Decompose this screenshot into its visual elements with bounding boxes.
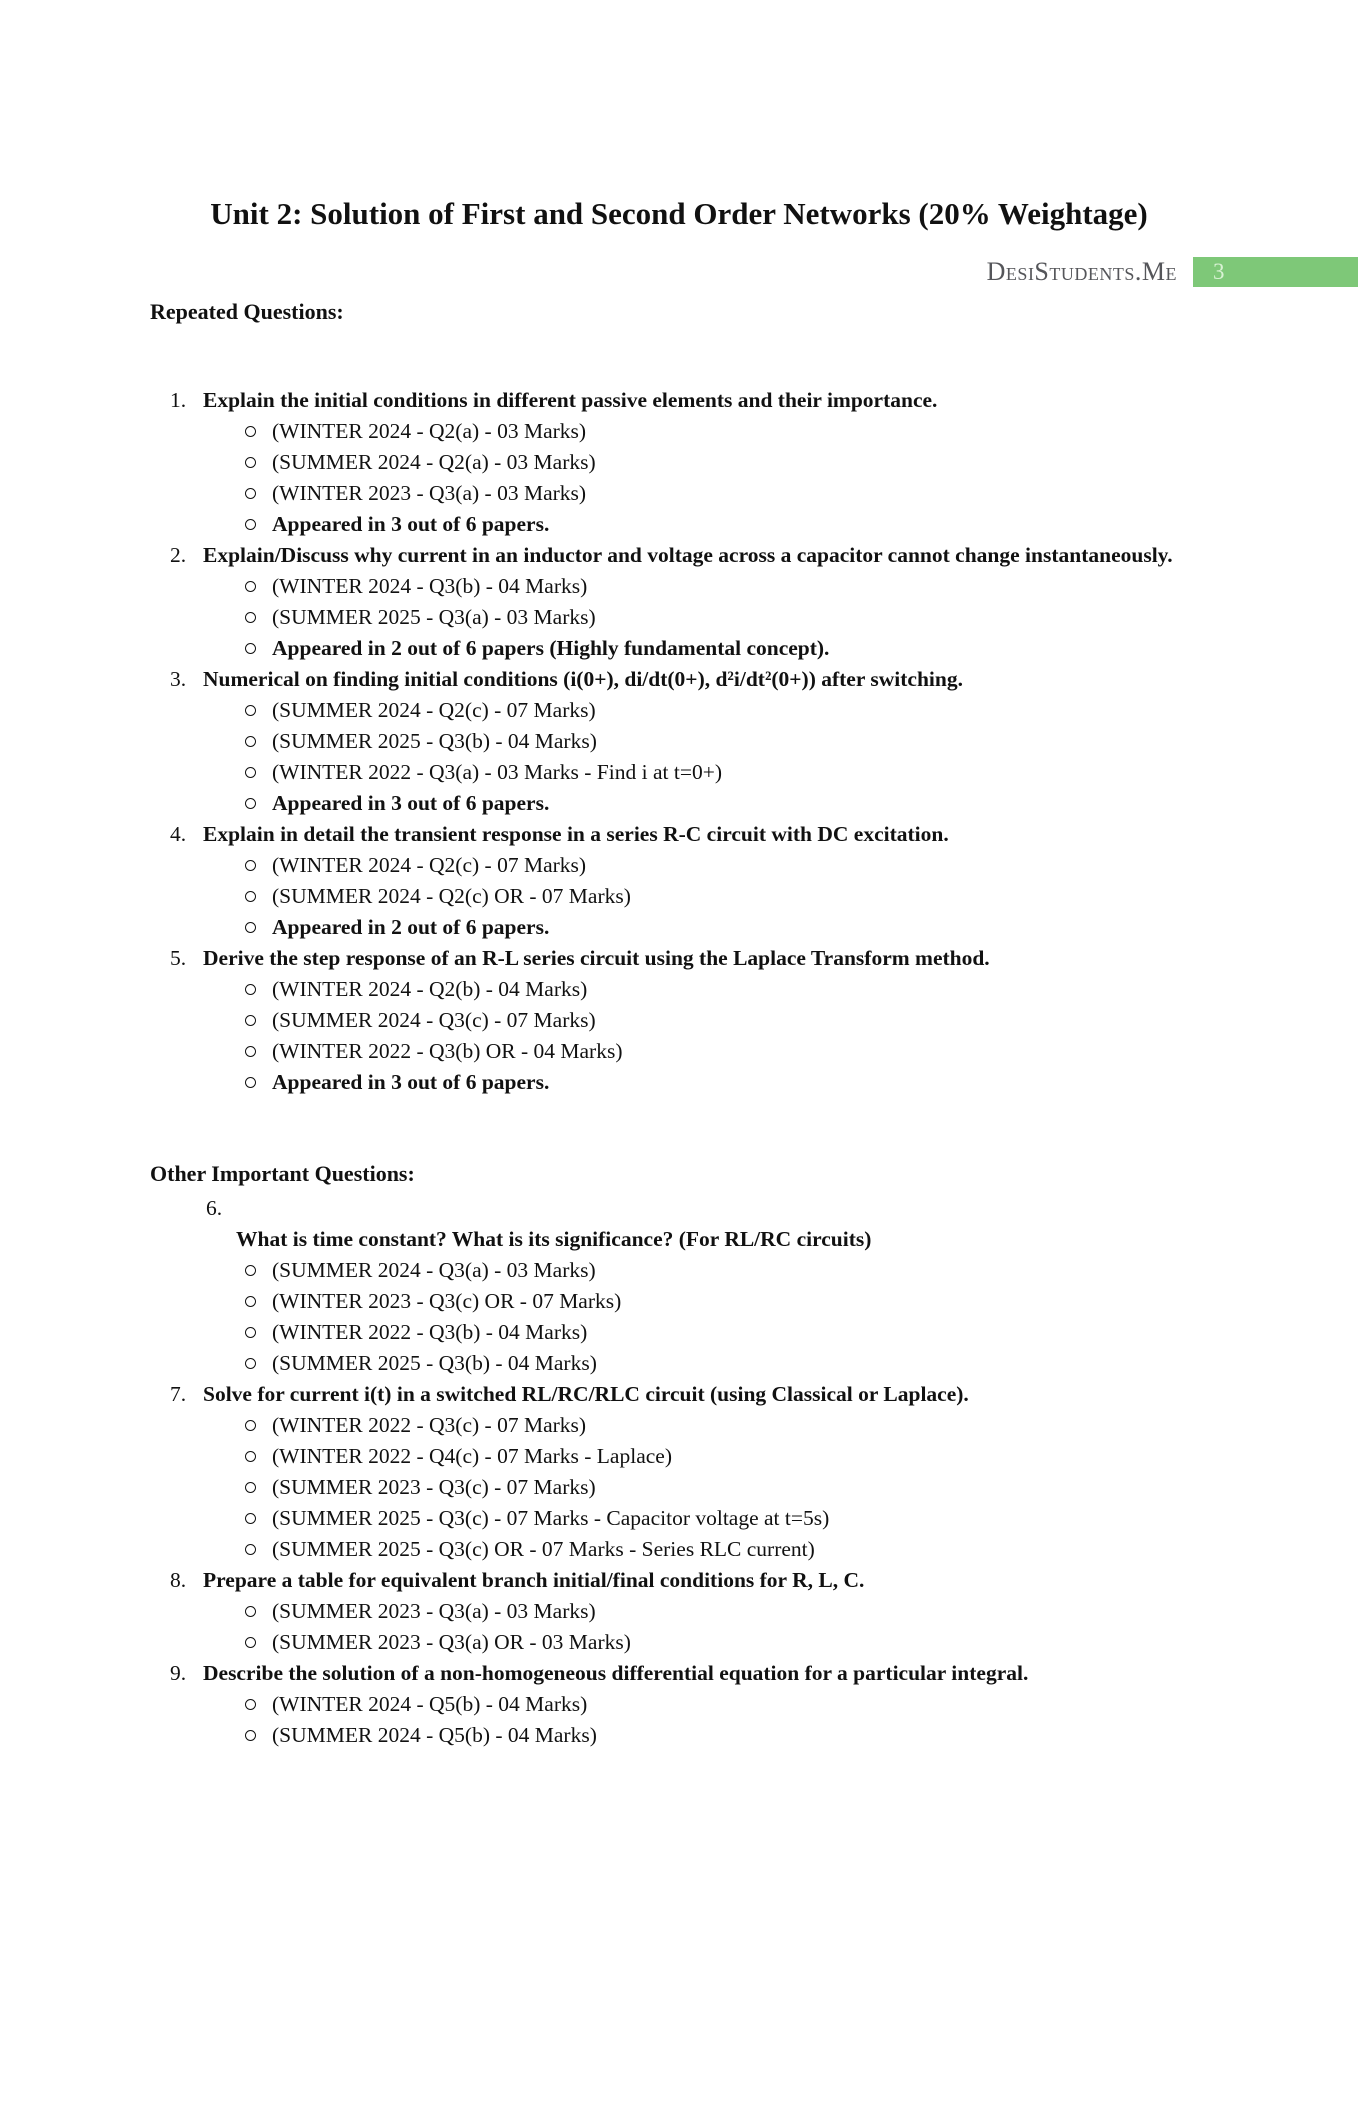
exam-reference-list — [150, 571, 1218, 664]
question-item — [170, 664, 1218, 695]
circle-bullet-icon — [245, 1420, 256, 1431]
section-heading: Repeated Questions: — [150, 299, 344, 324]
exam-reference-text: (WINTER 2022 - Q3(b) - 04 Marks) — [272, 1320, 588, 1344]
exam-reference-text: Appeared in 2 out of 6 papers (Highly fundamental concept). — [272, 636, 830, 660]
question-number: 8. — [170, 1568, 187, 1592]
exam-reference-item — [245, 1067, 1218, 1098]
exam-reference-item — [245, 974, 1218, 1005]
circle-bullet-icon — [245, 1513, 256, 1524]
exam-reference-list — [150, 1689, 1218, 1751]
exam-reference-item — [245, 1441, 1218, 1472]
circle-bullet-icon — [245, 891, 256, 902]
exam-reference-text: Appeared in 3 out of 6 papers. — [272, 512, 550, 536]
exam-reference-item — [245, 1255, 1218, 1286]
question-item — [170, 385, 1218, 416]
question-number: 7. — [170, 1382, 187, 1406]
exam-reference-list — [150, 850, 1218, 943]
circle-bullet-icon — [245, 1544, 256, 1555]
question-number: 9. — [170, 1661, 187, 1685]
exam-reference-text: (SUMMER 2024 - Q2(a) - 03 Marks) — [272, 450, 596, 474]
circle-bullet-icon — [245, 1358, 256, 1369]
question-text: Explain in detail the transient response in a series R-C circuit with DC excitation. — [203, 822, 949, 846]
exam-reference-text: (SUMMER 2024 - Q2(c) OR - 07 Marks) — [272, 884, 631, 908]
circle-bullet-icon — [245, 1327, 256, 1338]
exam-reference-text: (WINTER 2022 - Q3(a) - 03 Marks - Find i at t=0+) — [272, 760, 722, 784]
question-item — [170, 819, 1218, 850]
exam-reference-item — [245, 757, 1218, 788]
exam-reference-item — [245, 447, 1218, 478]
question-number: 1. — [170, 388, 187, 412]
question-text: Derive the step response of an R-L series circuit using the Laplace Transform method. — [203, 946, 990, 970]
exam-reference-item — [245, 602, 1218, 633]
exam-reference-text: (WINTER 2024 - Q2(b) - 04 Marks) — [272, 977, 588, 1001]
circle-bullet-icon — [245, 643, 256, 654]
exam-reference-item — [245, 633, 1218, 664]
exam-reference-list — [150, 416, 1218, 540]
exam-reference-item — [245, 1410, 1218, 1441]
exam-reference-text: (SUMMER 2023 - Q3(a) OR - 03 Marks) — [272, 1630, 631, 1654]
exam-reference-item — [245, 1503, 1218, 1534]
exam-reference-text: Appeared in 3 out of 6 papers. — [272, 791, 550, 815]
question-text: Solve for current i(t) in a switched RL/RC/RLC circuit (using Classical or Laplace). — [203, 1382, 969, 1406]
exam-reference-text: (WINTER 2024 - Q2(a) - 03 Marks) — [272, 419, 587, 443]
circle-bullet-icon — [245, 984, 256, 995]
page-number-badge — [1193, 257, 1358, 287]
circle-bullet-icon — [245, 922, 256, 933]
exam-reference-item — [245, 1720, 1218, 1751]
exam-reference-text: (SUMMER 2024 - Q3(a) - 03 Marks) — [272, 1258, 596, 1282]
exam-reference-text: (SUMMER 2025 - Q3(a) - 03 Marks) — [272, 605, 596, 629]
circle-bullet-icon — [245, 1015, 256, 1026]
exam-reference-list — [150, 974, 1218, 1098]
circle-bullet-icon — [245, 488, 256, 499]
exam-reference-item — [245, 1005, 1218, 1036]
exam-reference-list — [150, 1255, 1218, 1379]
circle-bullet-icon — [245, 426, 256, 437]
circle-bullet-icon — [245, 1730, 256, 1741]
exam-reference-item — [245, 1689, 1218, 1720]
page-title: Unit 2: Solution of First and Second Order Networks (20% Weightage) — [210, 196, 1148, 231]
exam-reference-text: Appeared in 3 out of 6 papers. — [272, 1070, 550, 1094]
document-body — [0, 296, 1358, 1751]
question-text: Describe the solution of a non-homogeneous differential equation for a particular integral. — [203, 1661, 1029, 1685]
section-repeated-questions — [150, 296, 1218, 1098]
section-other-important-questions — [150, 1158, 1218, 1751]
circle-bullet-icon — [245, 1606, 256, 1617]
question-text: Explain the initial conditions in different passive elements and their importance. — [203, 388, 938, 412]
circle-bullet-icon — [245, 519, 256, 530]
exam-reference-text: Appeared in 2 out of 6 papers. — [272, 915, 550, 939]
page-number: 3 — [1213, 259, 1225, 284]
question-number: 6. — [206, 1196, 223, 1220]
exam-reference-item — [245, 1286, 1218, 1317]
exam-reference-item — [245, 912, 1218, 943]
exam-reference-item — [245, 571, 1218, 602]
exam-reference-text: (SUMMER 2025 - Q3(c) OR - 07 Marks - Series RLC current) — [272, 1537, 815, 1561]
question-text: Explain/Discuss why current in an inductor and voltage across a capacitor cannot change instantaneously. — [203, 543, 1173, 567]
exam-reference-item — [245, 1036, 1218, 1067]
exam-reference-text: (SUMMER 2024 - Q3(c) - 07 Marks) — [272, 1008, 596, 1032]
circle-bullet-icon — [245, 736, 256, 747]
exam-reference-text: (WINTER 2022 - Q4(c) - 07 Marks - Laplace) — [272, 1444, 672, 1468]
exam-reference-item — [245, 1348, 1218, 1379]
exam-reference-text: (SUMMER 2025 - Q3(c) - 07 Marks - Capacitor voltage at t=5s) — [272, 1506, 830, 1530]
exam-reference-text: (SUMMER 2025 - Q3(b) - 04 Marks) — [272, 1351, 597, 1375]
circle-bullet-icon — [245, 581, 256, 592]
circle-bullet-icon — [245, 1637, 256, 1648]
exam-reference-item — [245, 1627, 1218, 1658]
question-text: Prepare a table for equivalent branch initial/final conditions for R, L, C. — [203, 1568, 865, 1592]
circle-bullet-icon — [245, 457, 256, 468]
exam-reference-item — [245, 478, 1218, 509]
question-text: Numerical on finding initial conditions (i(0+), di/dt(0+), d²i/dt²(0+)) after switching. — [203, 667, 963, 691]
question-list — [150, 1193, 1218, 1751]
exam-reference-text: (WINTER 2023 - Q3(a) - 03 Marks) — [272, 481, 587, 505]
question-list — [150, 385, 1218, 1098]
circle-bullet-icon — [245, 1699, 256, 1710]
exam-reference-text: (SUMMER 2025 - Q3(b) - 04 Marks) — [272, 729, 597, 753]
exam-reference-item — [245, 1534, 1218, 1565]
exam-reference-text: (WINTER 2022 - Q3(b) OR - 04 Marks) — [272, 1039, 623, 1063]
question-number: 2. — [170, 543, 187, 567]
exam-reference-text: (WINTER 2023 - Q3(c) OR - 07 Marks) — [272, 1289, 622, 1313]
question-item — [170, 943, 1218, 974]
question-item — [170, 1658, 1218, 1689]
circle-bullet-icon — [245, 798, 256, 809]
exam-reference-list — [150, 1596, 1218, 1658]
page-header — [0, 250, 1358, 294]
section-heading: Other Important Questions: — [150, 1161, 415, 1186]
circle-bullet-icon — [245, 1451, 256, 1462]
circle-bullet-icon — [245, 1046, 256, 1057]
exam-reference-item — [245, 509, 1218, 540]
exam-reference-text: (SUMMER 2024 - Q2(c) - 07 Marks) — [272, 698, 596, 722]
exam-reference-item — [245, 416, 1218, 447]
exam-reference-item — [245, 695, 1218, 726]
question-number: 3. — [170, 667, 187, 691]
circle-bullet-icon — [245, 1077, 256, 1088]
question-item — [170, 1193, 1218, 1255]
exam-reference-item — [245, 788, 1218, 819]
circle-bullet-icon — [245, 1296, 256, 1307]
exam-reference-text: (WINTER 2024 - Q2(c) - 07 Marks) — [272, 853, 587, 877]
question-text: What is time constant? What is its significance? (For RL/RC circuits) — [236, 1227, 872, 1251]
exam-reference-text: (SUMMER 2023 - Q3(c) - 07 Marks) — [272, 1475, 596, 1499]
exam-reference-item — [245, 1317, 1218, 1348]
circle-bullet-icon — [245, 612, 256, 623]
exam-reference-item — [245, 726, 1218, 757]
question-item — [170, 540, 1218, 571]
exam-reference-list — [150, 695, 1218, 819]
circle-bullet-icon — [245, 1482, 256, 1493]
circle-bullet-icon — [245, 705, 256, 716]
exam-reference-item — [245, 881, 1218, 912]
exam-reference-item — [245, 1596, 1218, 1627]
circle-bullet-icon — [245, 860, 256, 871]
circle-bullet-icon — [245, 767, 256, 778]
site-name: DesiStudents.Me — [986, 257, 1177, 286]
question-item — [170, 1565, 1218, 1596]
exam-reference-text: (WINTER 2024 - Q5(b) - 04 Marks) — [272, 1692, 588, 1716]
exam-reference-text: (SUMMER 2024 - Q5(b) - 04 Marks) — [272, 1723, 597, 1747]
exam-reference-list — [150, 1410, 1218, 1565]
exam-reference-text: (WINTER 2024 - Q3(b) - 04 Marks) — [272, 574, 588, 598]
question-number: 4. — [170, 822, 187, 846]
exam-reference-text: (WINTER 2022 - Q3(c) - 07 Marks) — [272, 1413, 587, 1437]
exam-reference-item — [245, 850, 1218, 881]
exam-reference-item — [245, 1472, 1218, 1503]
question-number: 5. — [170, 946, 187, 970]
question-item — [170, 1379, 1218, 1410]
exam-reference-text: (SUMMER 2023 - Q3(a) - 03 Marks) — [272, 1599, 596, 1623]
circle-bullet-icon — [245, 1265, 256, 1276]
